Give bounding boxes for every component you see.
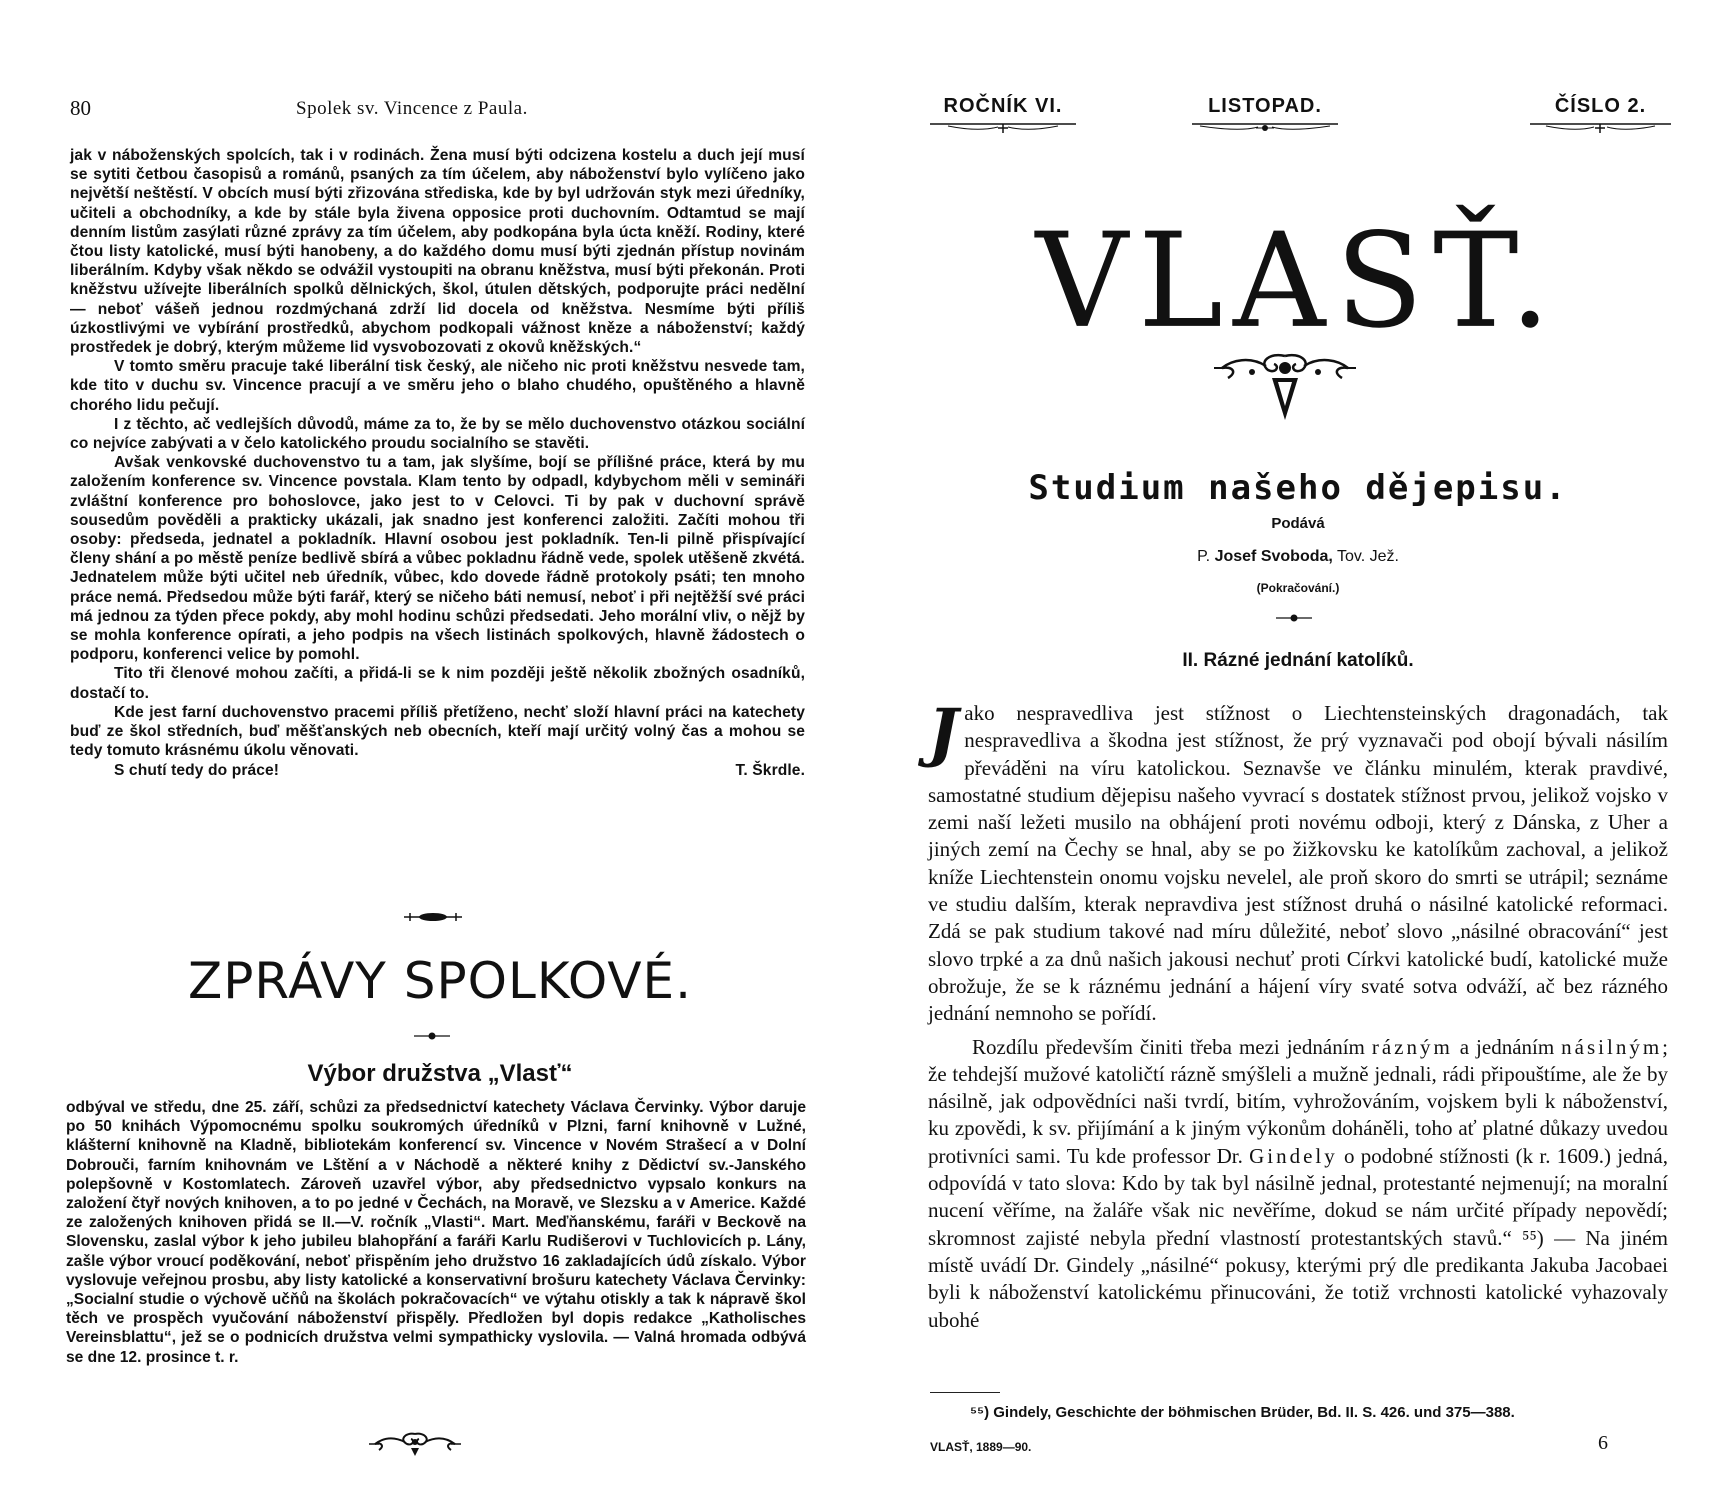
- footnote-rule: [930, 1392, 1000, 1393]
- paragraph: I z těchto, ač vedlejších důvodů, máme za to, že by se mělo duchovenstvo otázkou sociální co nejvíce zabývati a v čelo katolického proudu socialního se stavěti.: [70, 415, 805, 453]
- signature-number: 6: [1598, 1432, 1608, 1454]
- author-suffix: Tov. Jež.: [1336, 548, 1399, 565]
- footnote: ⁵⁵) Gindely, Geschichte der böhmischen Brüder, Bd. II. S. 426. und 375—388.: [970, 1404, 1515, 1421]
- paragraph: V tomto směru pracuje také liberální tisk český, ale ničeho nic proti kněžstvu nesvede tam, kde tito v duchu sv. Vincence pracují a ve směru jeho o blaho chudého, opuštěného a hlavně chorého lidu pečují.: [70, 358, 805, 414]
- month-text: LISTOPAD.: [1208, 95, 1322, 117]
- paragraph: Tito tři členové mohou začíti, a přidá-li se k nim později ještě několik zbožných osadníků, dostačí to.: [70, 665, 805, 702]
- author-line: [928, 548, 1668, 566]
- article-title: Studium našeho dějepisu.: [1028, 468, 1568, 508]
- paragraph: Avšak venkovské duchovenstvo tu a tam, jak slyšíme, bojí se přílišné práce, která by mu založením konference sv. Vincence povstala. Klam tento by odpadl, kdybychom měli v semináři zvláštní konference pro bohoslovce, jako jest to v Celovci. Ti by pak v duchovní správě sousedům pověděli a prakticky ukázali, jak snadno jest konferenci založiti. Začíti mohou tři osoby: předseda, jednatel a pokladník. Hlavní osobou jest pokladník. Ten-li pilně přispívající členy shání a po městě peníze bedlivě sbírá a vůbec pokladnu řádně vede, spolek utěšeně zkvétá. Jednatelem může býti učitel neb úředník, vůbec, kdo dovede řádně protokoly psáti; ten mnoho práce nemá. Předsedou může býti farář, který se ničeho báti nemusí, neboť i při nejtěžší své práci má jednou za týden přece pokdy, aby mohl hodinu schůzi předsedati. Jeho morální vliv, o nějž by se mohla konference opírati, a jeho podpis na všech listinách spolkových, hlavně žádostech o podporu, konferenci velice by pomohl.: [70, 454, 805, 664]
- text-run: ; že tehdejší mužové katoličtí rázně smýšleli a mužně jednali, rádi připouštíme, ale že by násilně, jak odpovědníci naši tvrdí, bitím, vyhrožováním, vojskem byli k náboženství, ku zpovědi, k sv. přijímání a k jiným výkonům doháněli, toho ať platné důkazy uvedou protivníci sami. Tu kde professor Dr.: [928, 1034, 1669, 1168]
- issue-number-text: ČÍSLO 2.: [1554, 95, 1647, 117]
- closing-text: S chutí tedy do práce!: [114, 761, 280, 779]
- vignette-ornament-icon: [1210, 348, 1360, 428]
- month-label: [1190, 95, 1340, 134]
- dash-ornament-icon: [402, 910, 464, 924]
- report-paragraph: odbýval ve středu, dne 25. září, schůzi za předsednictví katechety Václava Červinky. Výbor daruje po 50 knihách Výpomocnému spolku soukromých úředníků v Plzni, farní knihovně v Lužné, klášterní knihovně na Kladně, bibliotekám konferencí sv. Vincence v Novém Strašecí a v Dolní Dobrouči, farním knihovnám ve Lštění a v Náchodě a některé knihy z Dědictví sv.-Janského polepšovně v Kostomlatech. Zároveň uzavřel výbor, aby předsednictvo vypsalo konkurs na založení čtyř nových knihoven, a to po jedné v Čechách, na Moravě, ve Slezsku a v Americe. Každé ze založených knihoven přidá se II.—V. ročník „Vlasti“. Mart. Meďňanskému, faráři v Beckově na Slovensku, zaslal výbor k jeho jubileu blahopřání a faráři Karlu Rudišerovi v Tuchlovicích p. Lány, zašle výbor vroucí poděkování, neboť přispěním jeho družstvo 16 zakladajících údů získalo. Výbor vyslovuje veřejnou prosbu, aby listy katolické a konservativní brošuru katechety Václava Červinky: „Socialní studie o výchově učňů na školách pokračovacích“ ve výtahu otiskly a tak k nápravě škol těch ve prospěch vyučování náboženství přispěly. Předložen byl dopis redakce „Katholisches Vereinsblattu“, jež se o podnicích družstva velmi sympathicky vyslovila. — Valná hromada odbývá se dne 12. prosince t. r.: [66, 1099, 806, 1366]
- author-name: Josef Svoboda,: [1214, 548, 1333, 565]
- volume-text: ROČNÍK VI.: [943, 95, 1063, 117]
- footer-journal: VLASŤ, 1889—90.: [930, 1440, 1032, 1454]
- header-flourish-icon: [928, 120, 1078, 134]
- volume-label: [928, 95, 1078, 134]
- drop-cap: J: [928, 695, 959, 770]
- issue-number-label: [1528, 95, 1673, 134]
- paragraph-text: ako nespravedliva jest stížnost o Liechtensteinských dragonadách, tak nespravedliva a škodna jest stížnost, že prý vyznavači pod obojí bývali násilím převáděni na víru katolickou. Seznavše ve článku minulém, kterak pravdivé, samostatné studium dějepisu našeho vyvrací s dostatek stížnost prvou, jelikož vojsko v zemi naší ležeti musilo na obhájení proti novému odboji, který z Dánska, z Uher a jiných zemí na Čechy se hnal, aby se po žižkovsku ke katolíkům zachoval, a jelikož kníže Liechtenstein onomu vojsku nevelel, ale proň skoro do smrti se utrápil; seznáme ve studiu dalším, kterak nepravdiva jest stížnost druhá o násilné katolické reformaci. Zdá se pak studium takové nad míru důležité, neboť slovo „násilné obracování“ jest slovo trpké a za dnů našich jakousi nechuť proti Církvi katolické budí, katolické muže obrožuje, že se k ráznému jednání a hájení víry svaté sotva odváží, ač bez rázného jednání nemnoho se pořídí.: [928, 701, 1668, 1026]
- emphasized-word: Gindely: [1249, 1143, 1338, 1168]
- scroll-ornament-icon: [365, 1428, 465, 1458]
- author-signature: T. Škrdle.: [735, 761, 805, 779]
- separator-ornament-icon: [412, 1031, 452, 1041]
- byline-label: Podává: [1271, 515, 1325, 532]
- section-title: II. Rázné jednání katolíků.: [1182, 650, 1414, 671]
- author-prefix: P.: [1197, 548, 1211, 565]
- paragraph: [928, 1034, 1668, 1334]
- left-article-body: [70, 146, 805, 780]
- header-flourish-icon: [1190, 120, 1340, 134]
- issue-header: [928, 95, 1668, 145]
- paragraph: jak v náboženských spolcích, tak i v rodinách. Žena musí býti odcizena kostelu a duch její musí se sytiti četbou časopisů a románů, psaných za tím účelem, aby náboženství bylo vylíčeno jako největší neštěstí. V obcích musí býti zřizována střediska, kde by byl udržován styk mezi úředníky, učiteli a obchodníky, a kde by stále byla živena opposice proti duchovním. Odtamtud se mají denním listům zasýlati různé zprávy za tím účelem, aby podkopána byla úcta kněží. Rodiny, které čtou listy katolické, musí býti hanobeny, a do každého domu musí býti zjednán přístup novinám liberálním. Kdyby však někdo se odvážil vystoupiti na obranu kněžstva, musí býti překonán. Proti kněžstvu užívejte liberálních spolků dělnických, škol, útulen dětských, podporujte práci nedělní — neboť vášeň jednou rozdmýchaná zdrží lid docela od kněžstva. Nesmíme býti příliš úzkostlivými ve vybírání prostředků, abychom podkopali vážnost kněze a náboženství; každý prostředek je dobrý, kterým můžeme lid vysvobozovati z okovů kněžských.“: [70, 147, 805, 357]
- emphasized-word: rázným: [1371, 1034, 1453, 1059]
- masthead: VLASŤ.: [1035, 205, 1561, 358]
- running-title: Spolek sv. Vincence z Paula.: [296, 98, 528, 119]
- report-subheading: Výbor družstva „Vlasť“: [307, 1060, 573, 1087]
- left-page-header: [70, 96, 810, 122]
- text-run: a jednáním: [1452, 1034, 1562, 1059]
- article-body: [928, 695, 1669, 1334]
- separator-ornament-icon: [1274, 613, 1314, 623]
- section-heading: ZPRÁVY SPOLKOVÉ.: [187, 952, 693, 1010]
- right-page: [858, 0, 1716, 1500]
- text-run: o podobné stížnosti (k r. 1609.) jedná, odpovídá v tato slova: Kdo by tak byl násilně jednal, protestanté nejmenují; na moralní nucení věříme, na žaláře však nic nevěříme, dokud se nám určité případy nepovědí; skromnost zajisté nebyla přední vlastností protestantských stavů.“ ⁵⁵) — Na jiném místě uvádí Dr. Gindely „násilné“ pokusy, kterými prý dle predikanta Jakuba Jacobaei byli k náboženství katolickému přinucováni, že totiž vrchnosti katolické vyhazovaly ubohé: [928, 1143, 1668, 1332]
- signoff-line: [70, 761, 805, 780]
- header-flourish-icon: [1528, 120, 1673, 134]
- paragraph: [928, 695, 1668, 1028]
- paragraph: Kde jest farní duchovenstvo pracemi příliš přetíženo, nechť složí hlavní práci na katechety buď ze škol středních, buď měšťanských neb obecních, kteří mají určitý volný čas a mohou se tedy tomuto krásnému úkolu věnovati.: [70, 703, 805, 760]
- report-body: [66, 1098, 806, 1367]
- page-number: 80: [70, 96, 91, 120]
- continuation-note: (Pokračování.): [1256, 581, 1340, 595]
- emphasized-word: násilným: [1561, 1034, 1663, 1059]
- text-run: Rozdílu především činiti třeba mezi jednáním: [972, 1034, 1372, 1059]
